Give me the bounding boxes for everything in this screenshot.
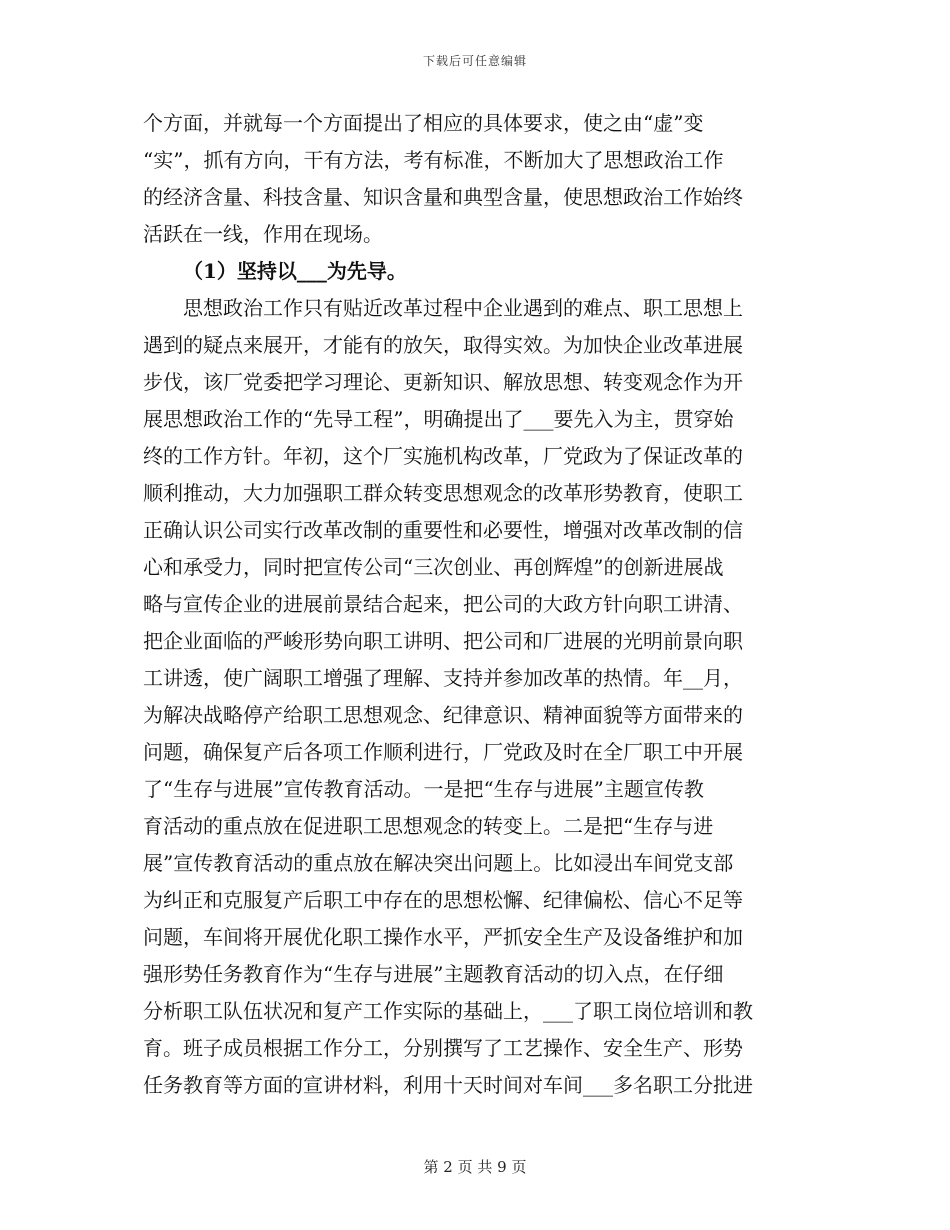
body-line: “实”，抓有方向，干有方法，考有标准，不断加大了思想政治工作 (143, 148, 724, 172)
body-line: 思想政治工作只有贴近改革过程中企业遇到的难点、职工思想上 (143, 296, 743, 320)
page-number: 第 2 页 共 9 页 (423, 1158, 527, 1176)
body-line: 工讲透，使广阔职工增强了理解、支持并参加改革的热情。年__月， (143, 666, 743, 690)
body-line: 分析职工队伍状况和复产工作实际的基础上，___了职工岗位培训和教 (143, 999, 753, 1023)
body-line: 正确认识公司实行改革改制的重要性和必要性，增强对改革改制的信 (143, 518, 743, 542)
body-line: 育活动的重点放在促进职工思想观念的转变上。二是把“生存与进 (143, 814, 714, 838)
document-body (143, 105, 808, 1104)
body-line: 问题，确保复产后各项工作顺利进行，厂党政及时在全厂职工中开展 (143, 740, 743, 764)
page-header: 下载后可任意编辑 (422, 54, 527, 68)
body-line: 活跃在一线，作用在现场。 (143, 222, 383, 246)
body-line: 为解决战略停产给职工思想观念、纪律意识、精神面貌等方面带来的 (143, 703, 743, 727)
body-line: 顺利推动，大力加强职工群众转变思想观念的改革形势教育，使职工 (143, 481, 743, 505)
body-line: 个方面，并就每一个方面提出了相应的具体要求，使之由“虚”变 (143, 111, 704, 135)
body-line: 的经济含量、科技含量、知识含量和典型含量，使思想政治工作始终 (143, 185, 743, 209)
body-line: 遇到的疑点来展开，才能有的放矢，取得实效。为加快企业改革进展 (143, 333, 743, 357)
body-line: 为纠正和克服复产后职工中存在的思想松懈、纪律偏松、信心不足等 (143, 888, 743, 912)
body-line: 了“生存与进展”宣传教育活动。一是把“生存与进展”主题宣传教 (143, 777, 704, 801)
body-line: 展”宣传教育活动的重点放在解决突出问题上。比如浸出车间党支部 (143, 851, 734, 875)
body-line: 问题，车间将开展优化职工操作水平，严抓安全生产及设备维护和加 (143, 925, 743, 949)
body-line: 心和承受力，同时把宣传公司“三次创业、再创辉煌”的创新进展战 (143, 555, 724, 579)
body-line: 强形势任务教育作为“生存与进展”主题教育活动的切入点，在仔细 (143, 962, 724, 986)
body-line: 育。班子成员根据工作分工，分别撰写了工艺操作、安全生产、形势 (143, 1036, 743, 1060)
section-heading: （1）坚持以___为先导。 (183, 259, 407, 283)
body-line: 略与宣传企业的进展前景结合起来，把公司的大政方针向职工讲清、 (143, 592, 743, 616)
body-line: 任务教育等方面的宣讲材料，利用十天时间对车间___多名职工分批进 (143, 1073, 753, 1097)
body-line: 终的工作方针。年初，这个厂实施机构改革，厂党政为了保证改革的 (143, 444, 743, 468)
body-line: 把企业面临的严峻形势向职工讲明、把公司和厂进展的光明前景向职 (143, 629, 743, 653)
body-line: 展思想政治工作的“先导工程”，明确提出了___要先入为主，贯穿始 (143, 407, 734, 431)
body-line: 步伐，该厂党委把学习理论、更新知识、解放思想、转变观念作为开 (143, 370, 743, 394)
